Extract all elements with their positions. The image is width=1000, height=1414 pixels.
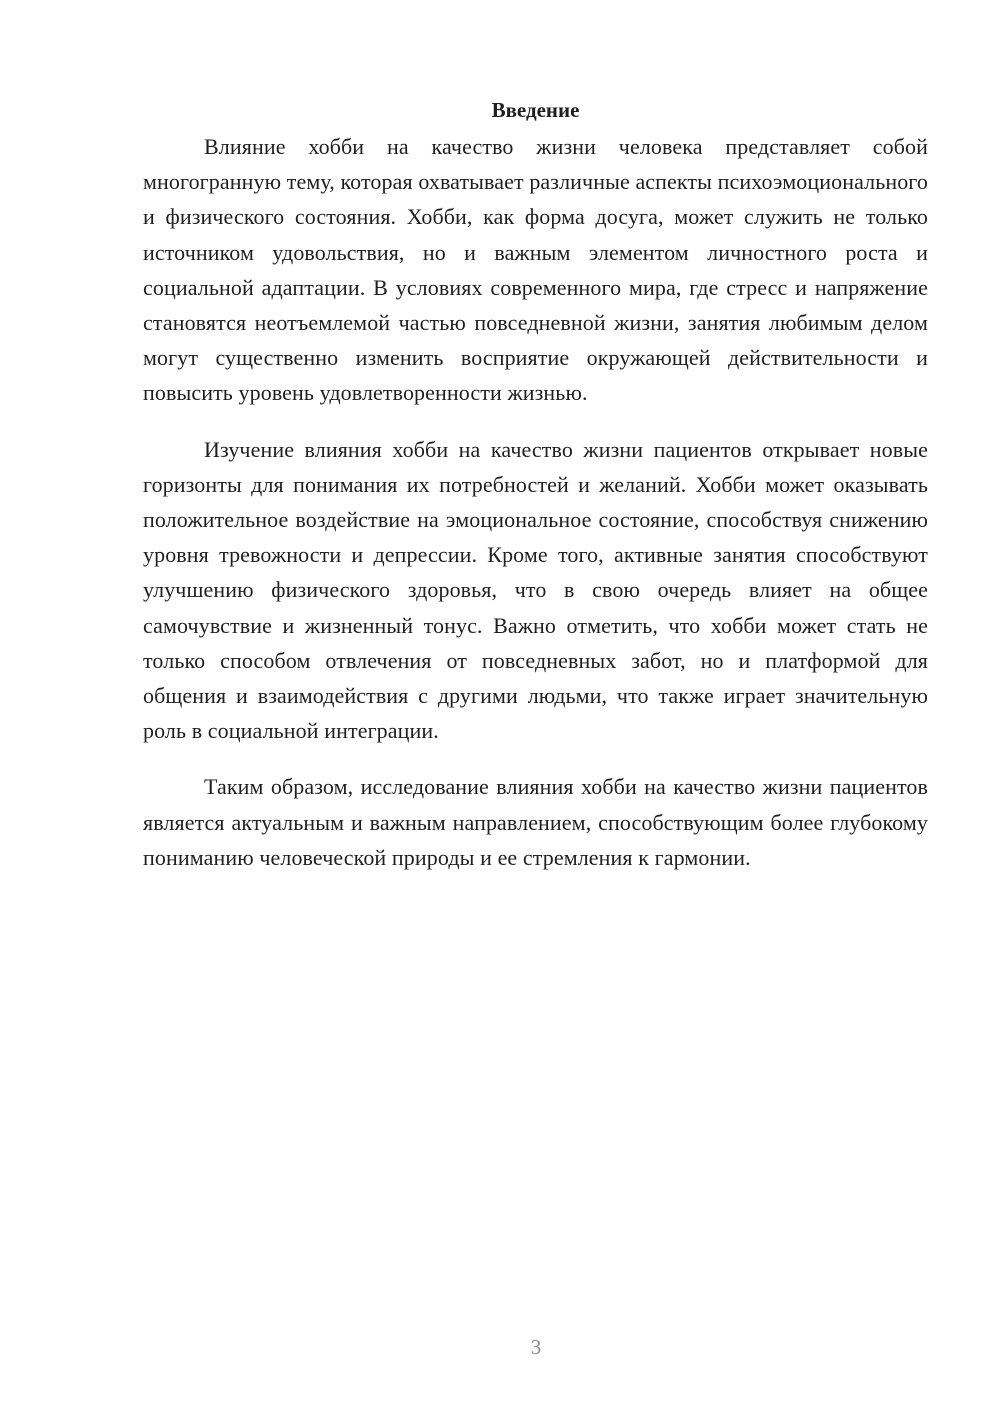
paragraph-2: Изучение влияния хобби на качество жизни пациентов открывает новые горизонты для понимания их потребностей и желаний. Хобби может оказывать положительное воздействие на эмоциональное состояние, способствуя снижению уровня тревожности и депрессии. Кроме того, активные занятия способствуют улучшению физического здоровья, что в свою очередь влияет на общее самочувствие и жизненный тонус. Важно отметить, что хобби может стать не только способом отвлечения от повседневных забот, но и платформой для общения и взаимодействия с другими людьми, что также играет значительную роль в социальной интеграции. — [143, 436, 928, 744]
paragraph-3: Таким образом, исследование влияния хобби на качество жизни пациентов является актуальным и важным направлением, способствующим более глубокому пониманию человеческой природы и ее стремления к гармонии. — [143, 774, 928, 870]
page-number: 3 — [530, 1335, 542, 1359]
page-content — [143, 94, 928, 875]
paragraph-1: Влияние хобби на качество жизни человека представляет собой многогранную тему, которая охватывает различные аспекты психоэмоционального и физического состояния. Хобби, как форма досуга, может служить не только источником удовольствия, но и важным элементом личностного роста и социальной адаптации. В условиях современного мира, где стресс и напряжение становятся неотъемлемой частью повседневной жизни, занятия любимым делом могут существенно изменить восприятие окружающей действительности и повысить уровень удовлетворенности жизнью. — [143, 134, 928, 406]
section-heading: Введение — [491, 98, 580, 122]
